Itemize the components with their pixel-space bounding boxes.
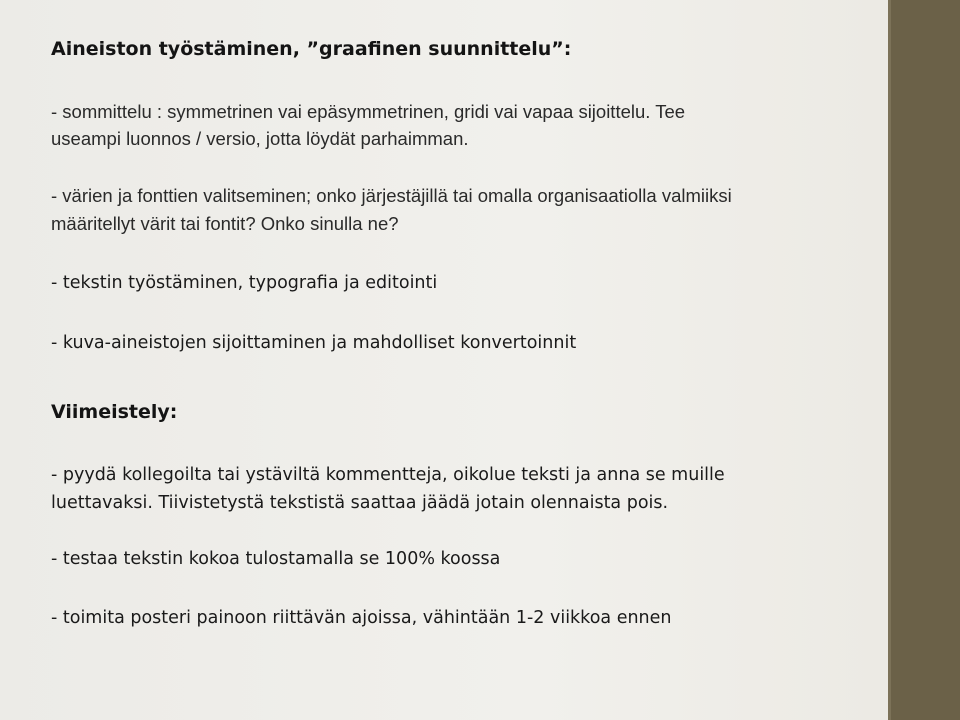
- bullet-pyyda-line-1: - pyydä kollegoilta tai ystäviltä kommentteja, oikolue teksti ja anna se muille: [51, 465, 725, 485]
- bullet-pyyda-line-2: luettavaksi. Tiivistetystä tekstistä saattaa jäädä jotain olennaista pois.: [51, 493, 669, 513]
- bullet-sommittelu-line-1: - sommittelu : symmetrinen vai epäsymmetrinen, gridi vai vapaa sijoittelu. Tee: [51, 101, 686, 122]
- bullet-sommittelu-line-2: useampi luonnos / versio, jotta löydät parhaimman.: [51, 128, 469, 149]
- bullet-tekstin: - tekstin työstäminen, typografia ja editointi: [51, 273, 438, 293]
- slide-content: [51, 0, 881, 720]
- bullet-toimita: - toimita posteri painoon riittävän ajoissa, vähintään 1-2 viikkoa ennen: [51, 608, 672, 628]
- side-decoration-bar: [888, 0, 960, 720]
- slide-heading: Aineiston työstäminen, ”graafinen suunnittelu”:: [51, 38, 572, 60]
- side-bar-edge: [888, 0, 891, 720]
- bullet-varit-line-1: - värien ja fonttien valitseminen; onko järjestäjillä tai omalla organisaatiolla valmiiksi: [51, 185, 732, 206]
- bullet-varit-line-2: määritellyt värit tai fontit? Onko sinulla ne?: [51, 213, 399, 234]
- bullet-testaa: - testaa tekstin kokoa tulostamalla se 100% koossa: [51, 549, 501, 569]
- bullet-kuva: - kuva-aineistojen sijoittaminen ja mahdolliset konvertoinnit: [51, 333, 577, 353]
- slide-subheading: Viimeistely:: [51, 401, 178, 423]
